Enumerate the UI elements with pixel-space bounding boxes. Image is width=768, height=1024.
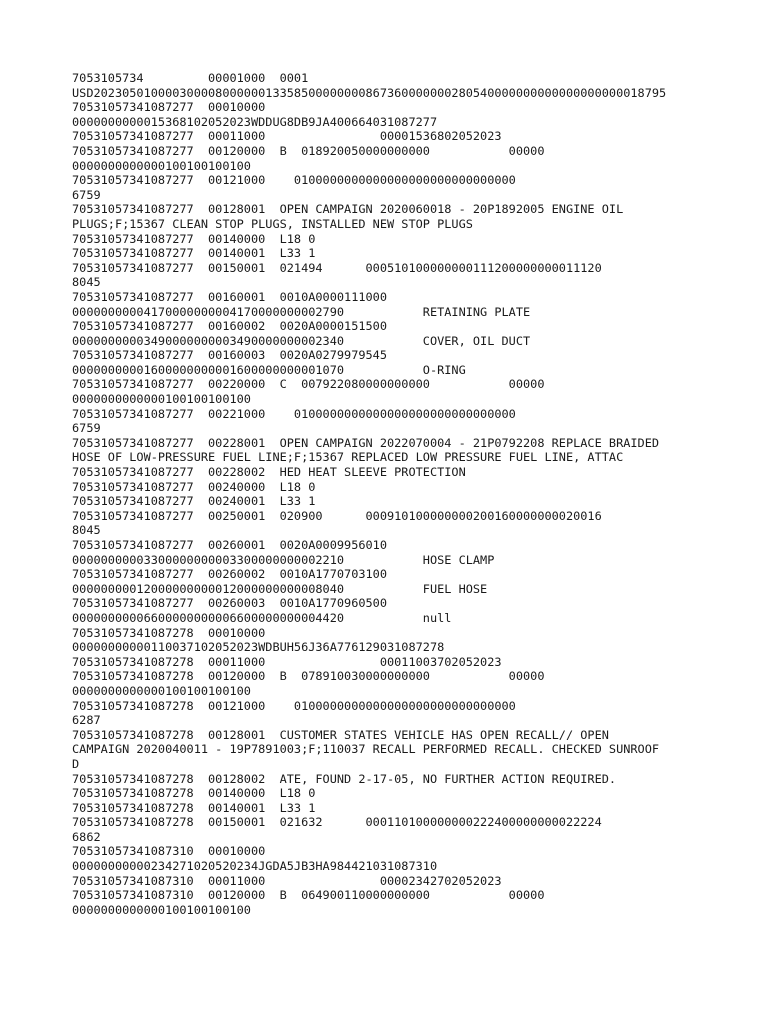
text-line: 70531057341087277 00011000 00001536802052023 [72,129,502,144]
text-line: 70531057341087277 00160003 0020A0279979545 [72,348,387,363]
text-line: 70531057341087278 00010000 [72,625,266,640]
text-line: 6287 [72,713,101,728]
text-line: 70531057341087310 00010000 [72,844,266,859]
text-line: D [72,756,80,771]
text-line: 00000000012000000000012000000000008040 FUEL HOSE [72,581,488,596]
text-line: 00000000003490000000003490000000002340 COVER, OIL DUCT [72,333,531,348]
text-line: USD20230501000030000800000013358500000000867360000000280540000000000000000000018795 [72,85,667,100]
text-line: 8045 [72,523,101,538]
text-line: 70531057341087277 00220000 C 007922080000000000 00000 [72,377,545,392]
text-line: HOSE OF LOW-PRESSURE FUEL LINE;F;15367 REPLACED LOW PRESSURE FUEL LINE, ATTAC [72,450,624,465]
text-line: 70531057341087277 00140000 L18 0 [72,231,316,246]
text-line: 6759 [72,187,101,202]
text-line: 70531057341087310 00011000 00002342702052023 [72,873,502,888]
text-line: 70531057341087278 00140000 L18 0 [72,786,316,801]
text-line: 70531057341087277 00228002 HED HEAT SLEEVE PROTECTION [72,465,466,480]
text-line: 70531057341087310 00120000 B 064900110000000000 00000 [72,888,545,903]
text-line: 70531057341087278 00011000 00011003702052023 [72,654,502,669]
text-line: 00000000000110037102052023WDBUH56J36A776129031087278 [72,640,445,655]
text-line: PLUGS;F;15367 CLEAN STOP PLUGS, INSTALLED NEW STOP PLUGS [72,216,473,231]
text-line: 8045 [72,275,101,290]
text-line: 0000000000000100100100100 [72,158,251,173]
text-line: 70531057341087278 00150001 021632 000110100000000222400000000022224 [72,815,602,830]
text-line: 70531057341087277 00260001 0020A0009956010 [72,538,387,552]
text-line: 70531057341087278 00121000 0100000000000000000000000000000 [72,698,516,713]
text-line: 70531057341087277 00240000 L18 0 [72,479,316,494]
text-line: 0000000000000100100100100 [72,683,251,698]
text-line: 70531057341087277 00160002 0020A0000151500 [72,319,387,334]
text-line: 70531057341087277 00120000 B 018920050000000000 00000 [72,143,545,158]
text-line: 00000000001600000000001600000000001070 O-RING [72,362,466,377]
text-line: 70531057341087277 00121000 0100000000000000000000000000000 [72,173,516,188]
text-line: 70531057341087277 00221000 0100000000000000000000000000000 [72,406,516,421]
text-line: 00000000003300000000003300000000002210 HOSE CLAMP [72,552,495,567]
text-line: 0000000000000100100100100 [72,902,251,917]
text-line: 70531057341087278 00128002 ATE, FOUND 2-17-05, NO FURTHER ACTION REQUIRED. [72,771,617,786]
text-line: 0000000000015368102052023WDDUG8DB9JA400664031087277 [72,114,438,129]
text-line: 7053105734 00001000 0001 [72,71,309,85]
text-line: 70531057341087277 00160001 0010A0000111000 [72,289,387,304]
text-line: 70531057341087277 00150001 021494 000510100000000111200000000011120 [72,260,602,275]
text-line: 70531057341087277 00240001 L33 1 [72,494,316,509]
text-line: 00000000006600000000006600000000004420 null [72,610,452,625]
text-line: CAMPAIGN 2020040011 - 19P7891003;F;110037 RECALL PERFORMED RECALL. CHECKED SUNROOF [72,742,660,757]
text-line: 6862 [72,829,101,844]
text-line: 70531057341087277 00260002 0010A1770703100 [72,567,387,582]
text-line: 70531057341087278 00128001 CUSTOMER STATES VEHICLE HAS OPEN RECALL// OPEN [72,727,609,742]
text-line: 70531057341087277 00260003 0010A1770960500 [72,596,387,611]
text-line: 70531057341087278 00120000 B 078910030000000000 00000 [72,669,545,684]
text-line: 70531057341087277 00250001 020900 000910100000000200160000000020016 [72,508,602,523]
text-line: 70531057341087277 00228001 OPEN CAMPAIGN 2022070004 - 21P0792208 REPLACE BRAIDED [72,435,660,450]
text-line: 6759 [72,421,101,436]
text-line: 70531057341087278 00140001 L33 1 [72,800,316,815]
text-line: 70531057341087277 00140001 L33 1 [72,246,316,261]
text-line: 00000000000234271020520234JGDA5JB3HA984421031087310 [72,859,438,874]
document-text [72,71,762,917]
text-line: 0000000000000100100100100 [72,392,251,407]
text-line: 70531057341087277 00128001 OPEN CAMPAIGN 2020060018 - 20P1892005 ENGINE OIL [72,202,624,217]
text-line: 70531057341087277 00010000 [72,100,266,115]
text-line: 00000000004170000000004170000000002790 RETAINING PLATE [72,304,531,319]
